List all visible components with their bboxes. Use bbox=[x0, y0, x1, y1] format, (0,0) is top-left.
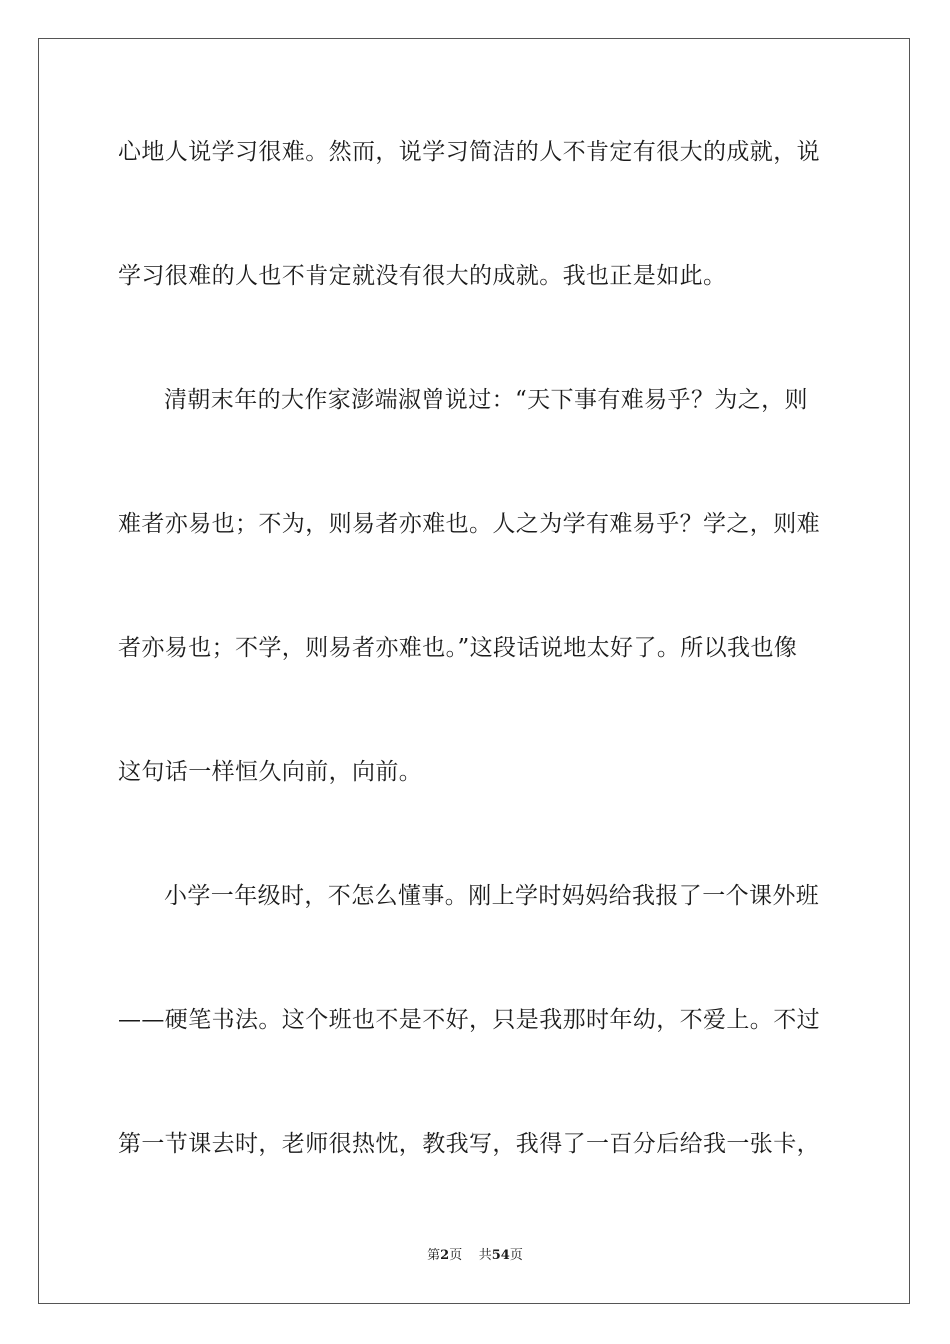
text-line-1: 心地人说学习很难。然而，说学习简洁的人不肯定有很大的成就，说 bbox=[118, 139, 820, 165]
text-line-6: 这句话一样恒久向前，向前。 bbox=[118, 759, 423, 785]
footer-page-prefix: 第 bbox=[427, 1248, 441, 1263]
text-line-3: 清朝末年的大作家澎端淑曾说过：“天下事有难易乎？为之，则 bbox=[164, 387, 808, 413]
text-line-2: 学习很难的人也不肯定就没有很大的成就。我也正是如此。 bbox=[118, 263, 727, 289]
text-line-7: 小学一年级时，不怎么懂事。刚上学时妈妈给我报了一个课外班 bbox=[164, 883, 820, 909]
text-line-9: 第一节课去时，老师很热忱，教我写，我得了一百分后给我一张卡， bbox=[118, 1131, 820, 1157]
text-line-8: ——硬笔书法。这个班也不是不好，只是我那时年幼，不爱上。不过 bbox=[118, 1007, 820, 1033]
footer-total-pages: 54 bbox=[491, 1248, 510, 1263]
page-footer bbox=[0, 1247, 950, 1265]
footer-total-prefix: 共 bbox=[478, 1248, 492, 1263]
text-line-5: 者亦易也；不学，则易者亦难也。”这段话说地太好了。所以我也像 bbox=[118, 635, 798, 661]
page-border bbox=[38, 38, 910, 1304]
footer-total-suffix: 页 bbox=[509, 1248, 523, 1263]
text-line-4: 难者亦易也；不为，则易者亦难也。人之为学有难易乎？学之，则难 bbox=[118, 511, 820, 537]
footer-page-suffix: 页 bbox=[449, 1248, 463, 1263]
footer-page-number: 2 bbox=[440, 1248, 450, 1263]
